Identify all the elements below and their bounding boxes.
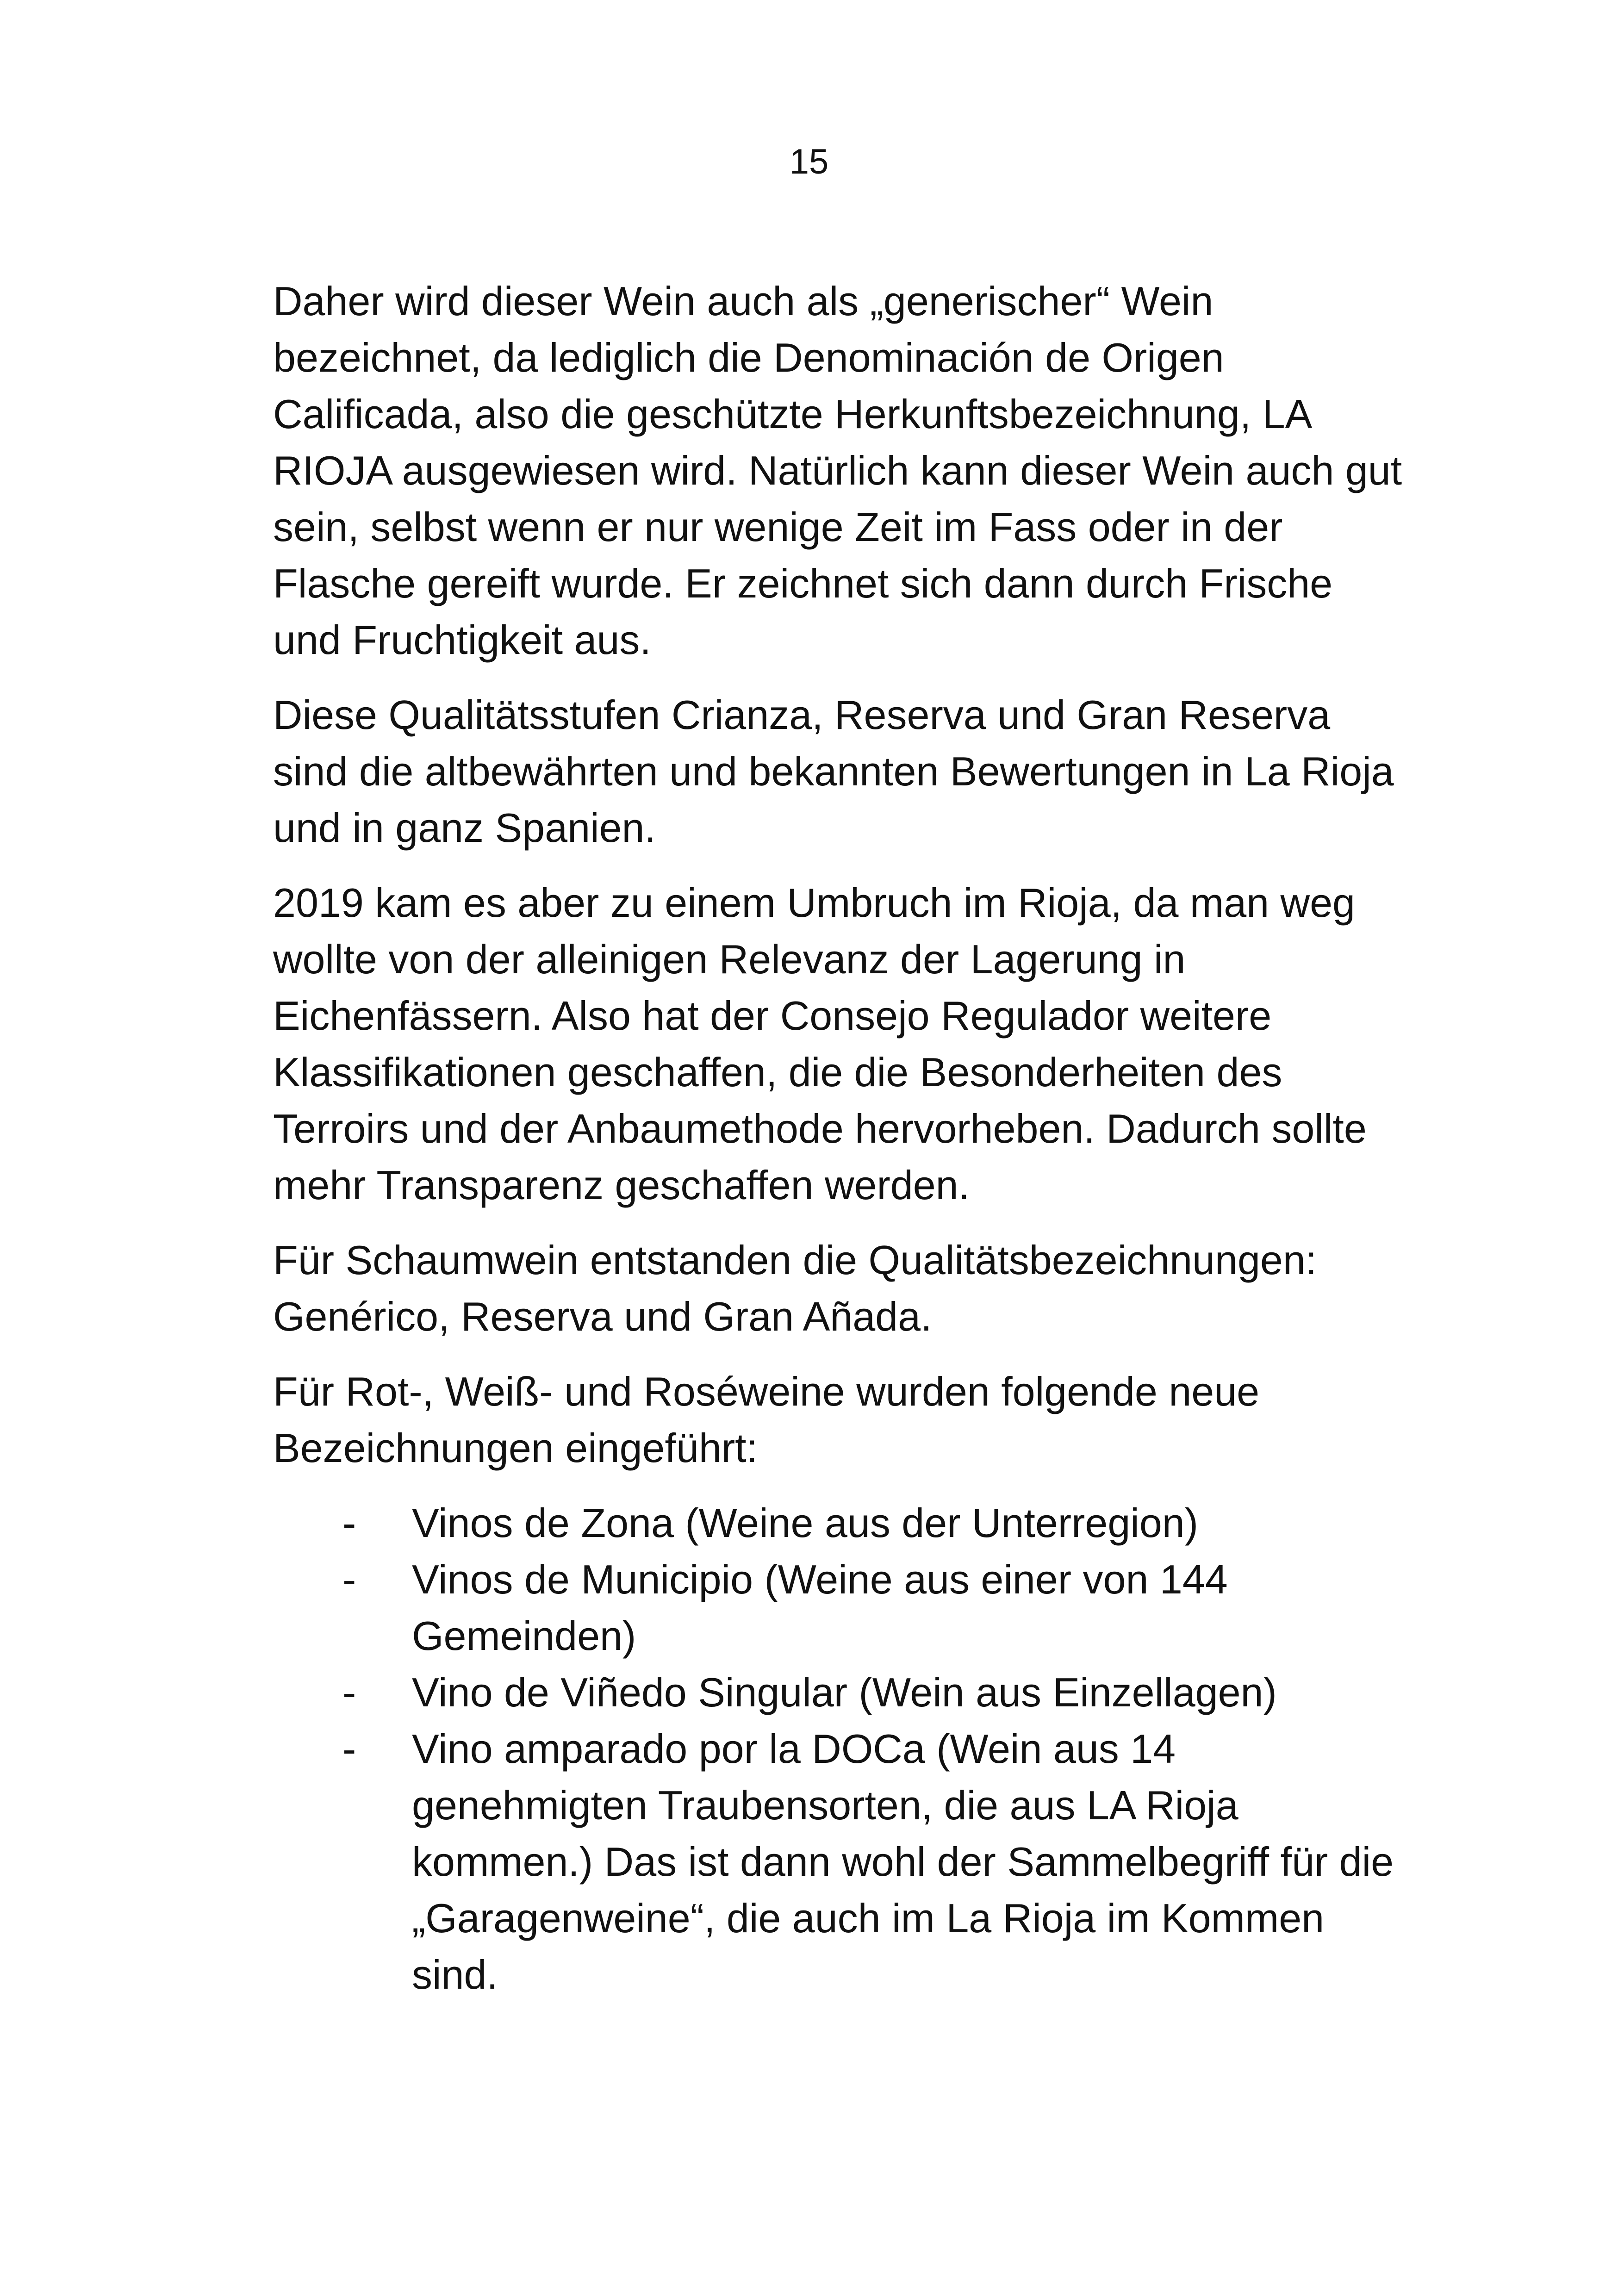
list-item-text: Vinos de Municipio (Weine aus einer von 144 Gemeinden) (412, 1556, 1228, 1659)
list-item-text: Vinos de Zona (Weine aus der Unterregion) (412, 1500, 1199, 1546)
list-item (273, 1495, 1402, 1551)
designations-list (273, 1495, 1402, 2003)
dash-bullet: - (342, 1556, 356, 1602)
dash-bullet: - (342, 1669, 356, 1715)
list-item (273, 1664, 1402, 1721)
paragraph-generic-wine: Daher wird dieser Wein auch als „generischer“ Wein bezeichnet, da lediglich die Denominación de Origen Calificada, also die geschützte Herkunftsbezeichnung, LA RIOJA ausgewiesen wird. Natürlich kann dieser Wein auch gut sein, selbst wenn er nur wenige Zeit im Fass oder in der Flasche gereift wurde. Er zeichnet sich dann durch Frische und Fruchtigkeit aus. (273, 278, 1402, 663)
list-item-text: Vino amparado por la DOCa (Wein aus 14 genehmigten Traubensorten, die aus LA Rioja kommen.) Das ist dann wohl der Sammelbegriff für die „Garagenweine“, die auch im La Rioja im Kommen sind. (412, 1726, 1394, 1997)
list-item (273, 1551, 1402, 1664)
dash-bullet: - (342, 1726, 356, 1772)
page-number: 15 (789, 142, 829, 181)
paragraph-sparkling-wine: Für Schaumwein entstanden die Qualitätsbezeichnungen: Genérico, Reserva und Gran Añada. (273, 1237, 1317, 1339)
paragraph-2019-change: 2019 kam es aber zu einem Umbruch im Rioja, da man weg wollte von der alleinigen Relevanz der Lagerung in Eichenfässern. Also hat der Consejo Regulador weitere Klassifikationen geschaffen, die die Besonderheiten des Terroirs und der Anbaumethode hervorheben. Dadurch sollte mehr Transparenz geschaffen werden. (273, 880, 1367, 1208)
list-item-text: Vino de Viñedo Singular (Wein aus Einzellagen) (412, 1669, 1277, 1715)
paragraph-quality-levels: Diese Qualitätsstufen Crianza, Reserva und Gran Reserva sind die altbewährten und bekannten Bewertungen in La Rioja und in ganz Spanien. (273, 692, 1394, 851)
document-body (273, 273, 1402, 2003)
list-item (273, 1721, 1402, 2003)
dash-bullet: - (342, 1500, 356, 1546)
paragraph-new-designations-intro: Für Rot-, Weiß- und Roséweine wurden folgende neue Bezeichnungen eingeführt: (273, 1369, 1260, 1471)
